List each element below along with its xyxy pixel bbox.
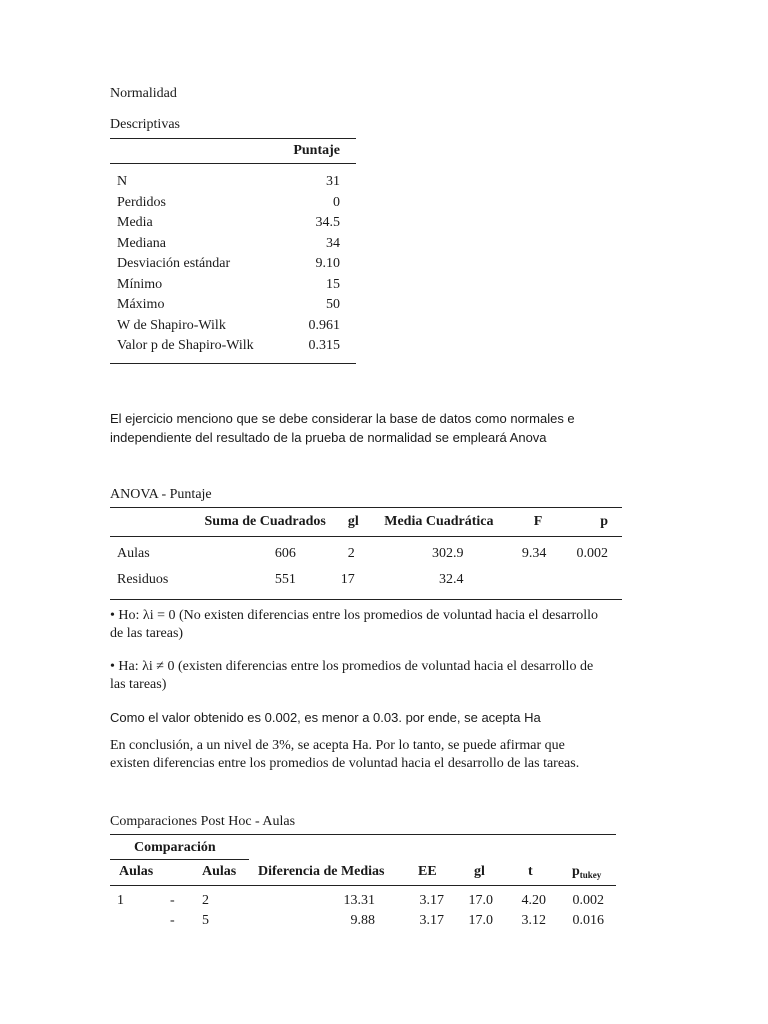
table-row: Máximo 50	[117, 297, 340, 313]
posthoc-header-aulas-1: Aulas	[119, 864, 154, 879]
posthoc-header-gl: gl	[474, 864, 485, 879]
table-row: Mínimo 15	[117, 276, 340, 292]
descriptivas-header-puntaje: Puntaje	[293, 143, 340, 158]
posthoc-group-header: Comparación	[134, 840, 216, 855]
hypothesis-ha: • Ha: λi ≠ 0 (existen diferencias entre los promedios de voluntad hacia el desarrollo de las tareas)	[110, 659, 594, 692]
posthoc-header-ee: EE	[418, 864, 437, 879]
posthoc-header-rule	[110, 885, 616, 886]
conclusion-paragraph: En conclusión, a un nivel de 3%, se acepta Ha. Por lo tanto, se puede afirmar que existen diferencias entre los promedios de voluntad hacia el desarrollo de las tareas.	[110, 738, 580, 771]
anova-header-empty	[110, 508, 188, 537]
anova-header-p: p	[546, 508, 622, 537]
hypothesis-ho: • Ho: λi = 0 (No existen diferencias entre los promedios de voluntad hacia el desarrollo de las tareas)	[110, 608, 599, 641]
table-row: W de Shapiro-Wilk 0.961	[117, 317, 340, 333]
posthoc-group-rule	[110, 859, 249, 860]
descriptivas-title: Descriptivas	[110, 117, 180, 132]
anova-title: ANOVA - Puntaje	[110, 487, 212, 502]
anova-header-gl: gl	[326, 508, 359, 537]
table-row: Perdidos 0	[117, 194, 340, 210]
posthoc-header-diferencia: Diferencia de Medias	[258, 864, 385, 879]
descriptivas-table	[110, 138, 356, 364]
paragraph-anova-intro: El ejercicio menciono que se debe considerar la base de datos como normales e independiente del resultado de la prueba de normalidad se empleará Anova	[110, 411, 575, 445]
table-row: Mediana 34	[117, 235, 340, 251]
descriptivas-header-empty	[110, 139, 281, 164]
anova-header-f: F	[494, 508, 547, 537]
table-row: Media 34.5	[117, 215, 340, 231]
posthoc-title: Comparaciones Post Hoc - Aulas	[110, 814, 296, 829]
table-row: Residuos 551 17 32.4	[110, 567, 622, 600]
posthoc-header-ptukey: $p_{tukey}$	[572, 864, 602, 880]
posthoc-header-t: t	[528, 864, 533, 879]
posthoc-header-aulas-2: Aulas	[202, 864, 237, 879]
table-row: Aulas 606 2 302.9 9.34 0.002	[117, 546, 608, 561]
table-row: Valor p de Shapiro-Wilk 0.315	[110, 336, 356, 363]
result-sentence: Como el valor obtenido es 0.002, es menor a 0.03. por ende, se acepta Ha	[110, 710, 541, 725]
anova-header-media: Media Cuadrática	[359, 508, 494, 537]
table-row: Desviación estándar 9.10	[117, 256, 340, 272]
anova-header-suma: Suma de Cuadrados	[188, 508, 325, 537]
table-row: N 31	[117, 174, 340, 190]
normalidad-heading: Normalidad	[110, 86, 177, 101]
posthoc-top-rule	[110, 834, 616, 835]
anova-table	[110, 507, 622, 600]
